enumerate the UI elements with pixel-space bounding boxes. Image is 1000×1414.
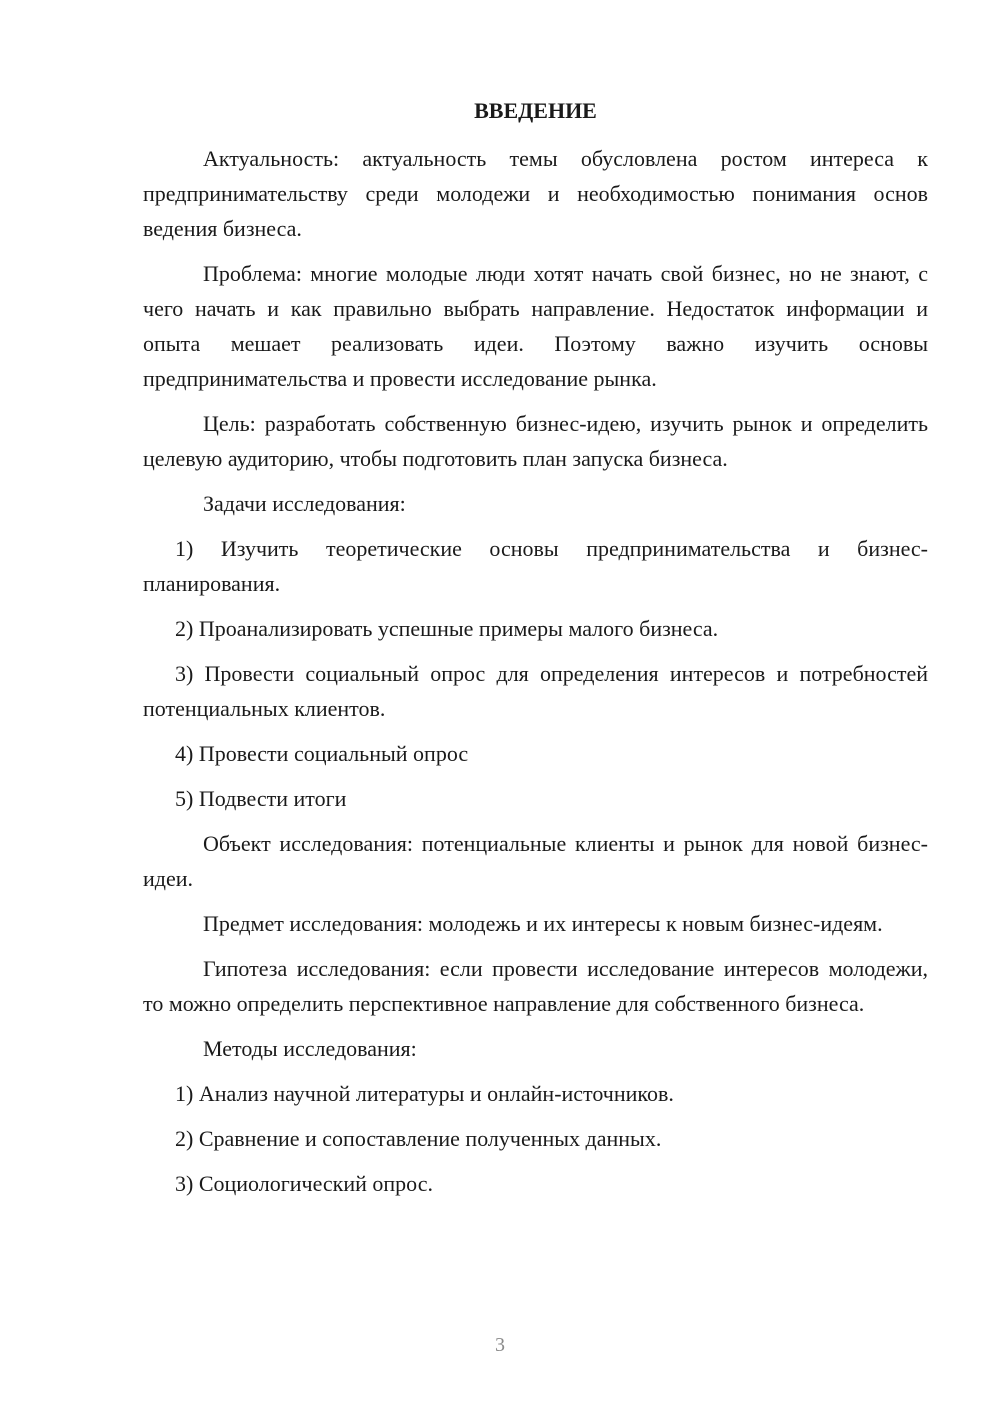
relevance-paragraph: Актуальность: актуальность темы обусловлена ростом интереса к предпринимательству среди молодежи и необходимостью понимания основ ведения бизнеса. [143,146,928,241]
object-paragraph: Объект исследования: потенциальные клиенты и рынок для новой бизнес-идеи. [143,831,928,891]
subject-paragraph: Предмет исследования: молодежь и их интересы к новым бизнес-идеям. [203,911,883,936]
task-item-2: 2) Проанализировать успешные примеры малого бизнеса. [175,616,719,641]
hypothesis-paragraph: Гипотеза исследования: если провести исследование интересов молодежи, то можно определить перспективное направление для собственного бизнеса. [143,956,928,1016]
page-number: 3 [495,1334,505,1356]
methods-heading: Методы исследования: [203,1036,417,1061]
task-item-3: 3) Провести социальный опрос для определения интересов и потребностей потенциальных клиентов. [143,661,928,721]
method-item-1: 1) Анализ научной литературы и онлайн-источников. [175,1081,674,1106]
goal-paragraph: Цель: разработать собственную бизнес-идею, изучить рынок и определить целевую аудиторию, чтобы подготовить план запуска бизнеса. [143,411,928,471]
section-title: ВВЕДЕНИЕ [474,98,597,123]
method-item-3: 3) Социологический опрос. [175,1171,433,1196]
task-item-5: 5) Подвести итоги [175,786,347,811]
task-item-4: 4) Провести социальный опрос [175,741,469,766]
method-item-2: 2) Сравнение и сопоставление полученных данных. [175,1126,662,1151]
tasks-heading: Задачи исследования: [203,491,406,516]
page-content [143,96,928,1211]
task-item-1: 1) Изучить теоретические основы предпринимательства и бизнес-планирования. [143,536,928,596]
problem-paragraph: Проблема: многие молодые люди хотят начать свой бизнес, но не знают, с чего начать и как правильно выбрать направление. Недостаток информации и опыта мешает реализовать идеи. Поэтому важно изучить основы предпринимательства и провести исследование рынка. [143,261,928,391]
